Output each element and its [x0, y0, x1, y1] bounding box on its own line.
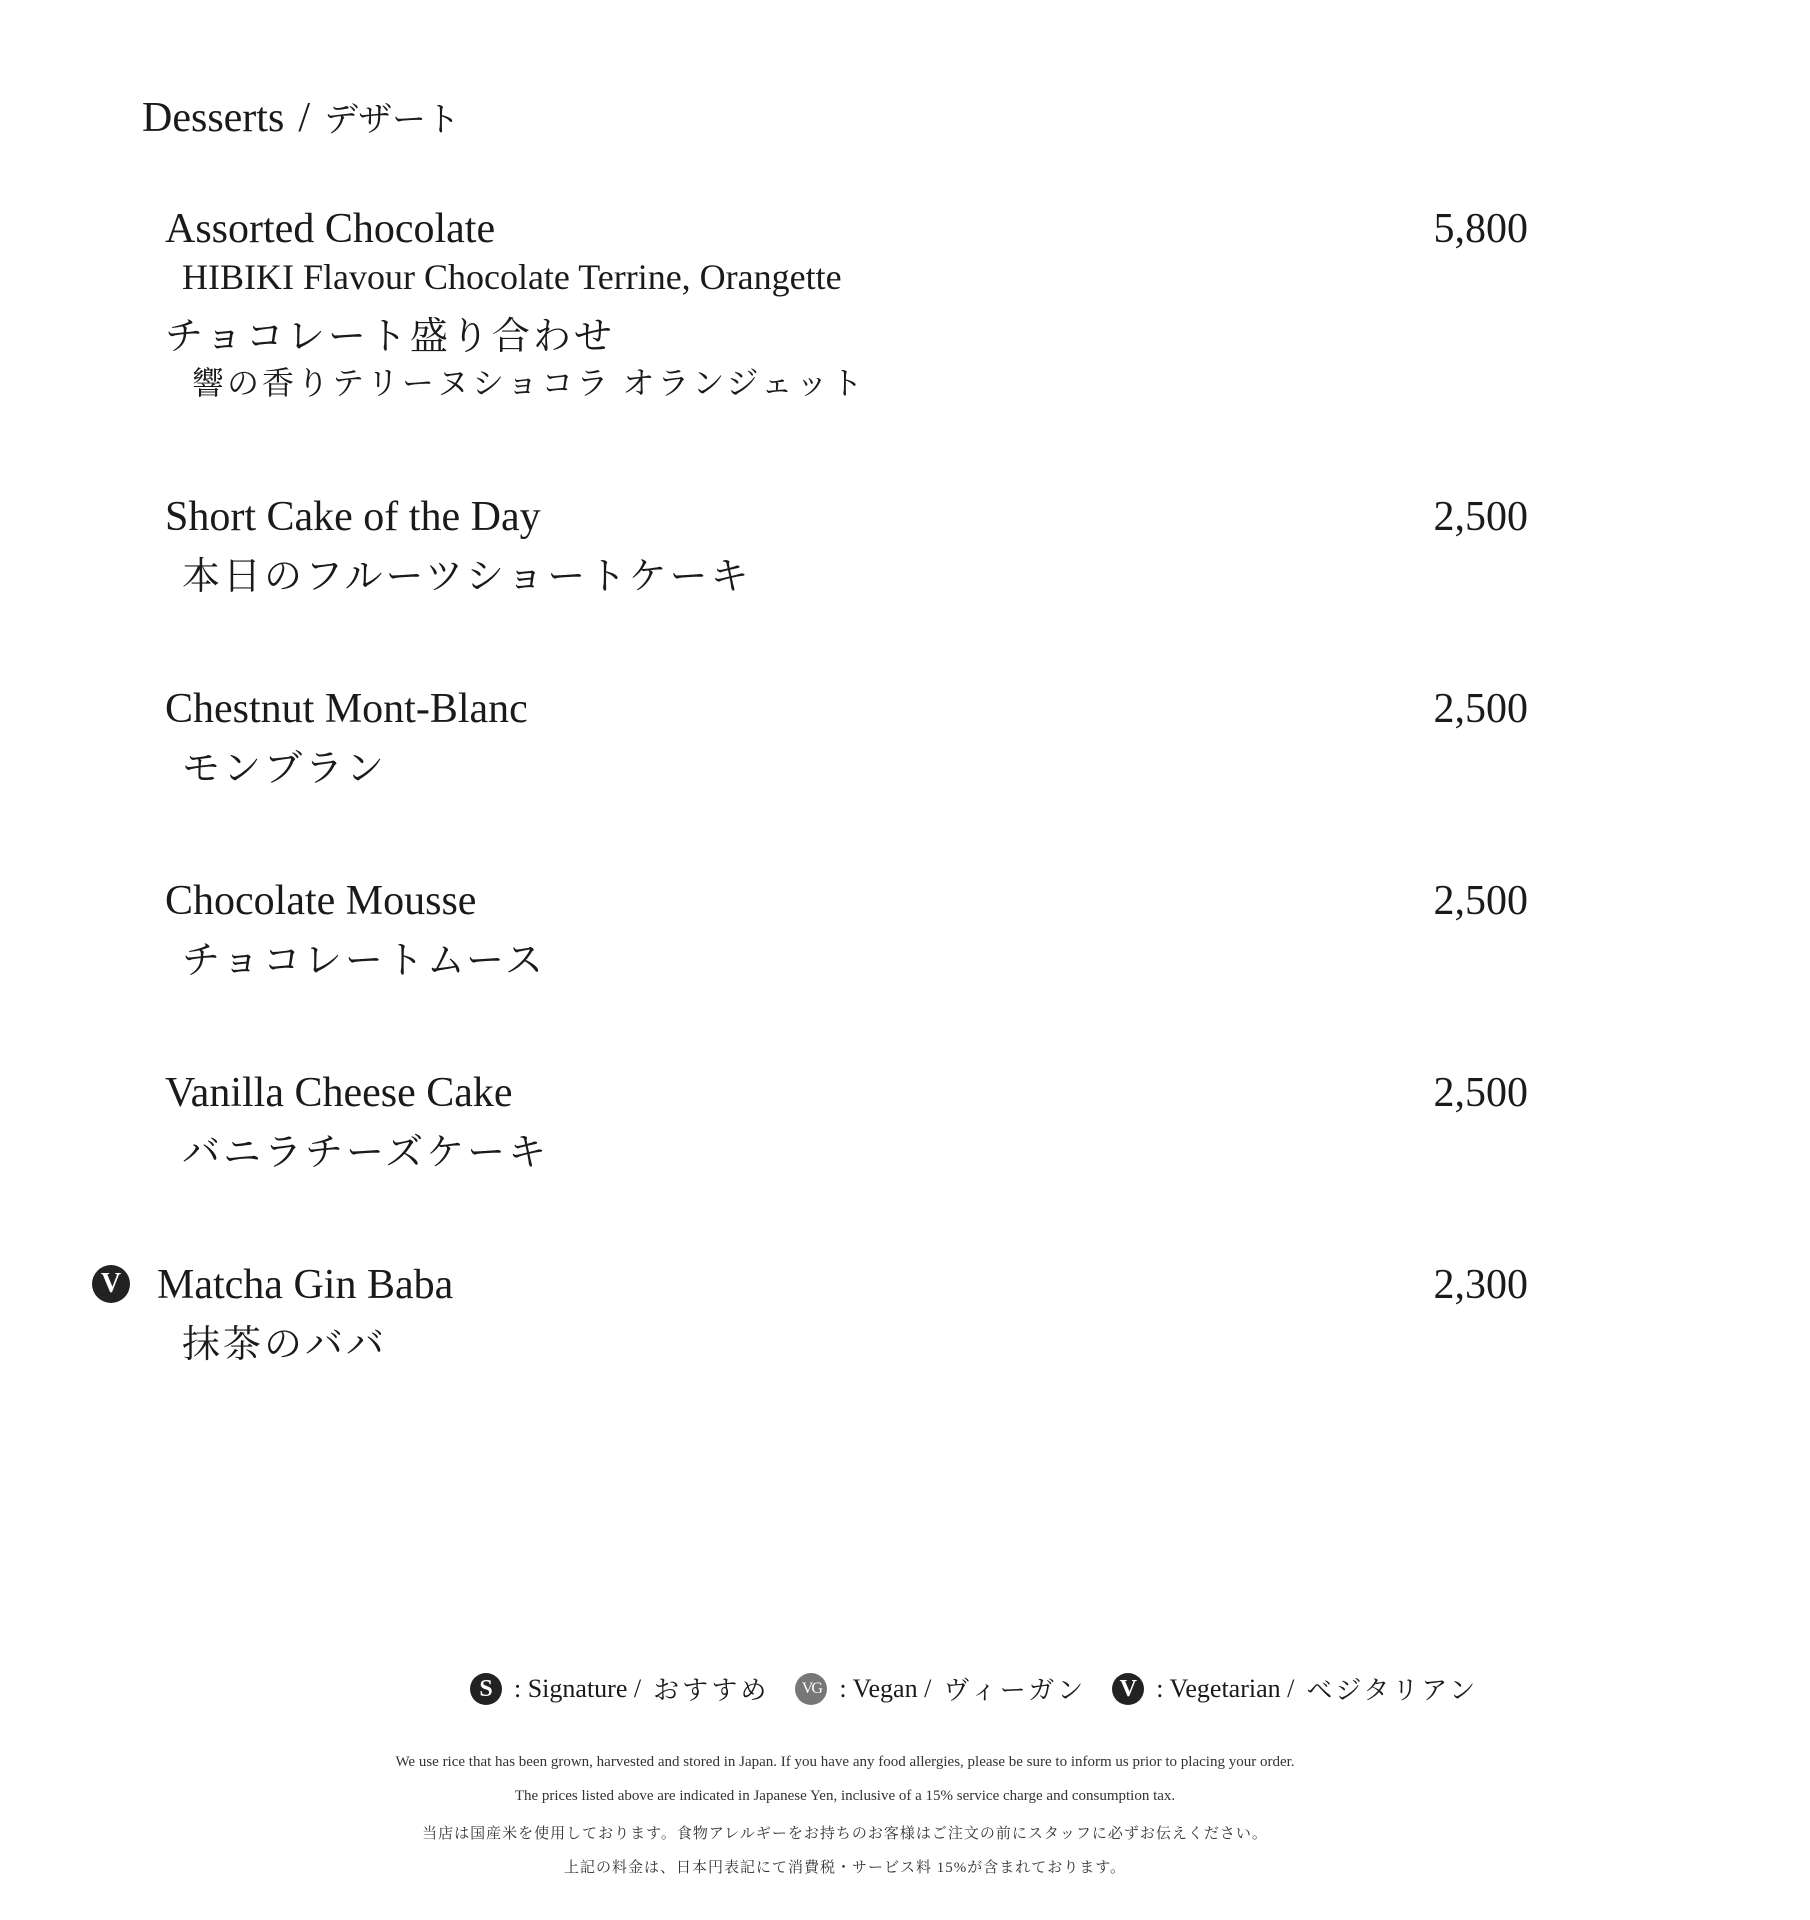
- menu-item-price: 5,800: [1433, 206, 1528, 252]
- legend-label-jp: ヴィーガン: [943, 1676, 1087, 1705]
- menu-item-price: 2,500: [1433, 1070, 1528, 1116]
- legend-signature: [470, 1670, 769, 1707]
- menu-item-description-jp: 響の香りテリーヌショコラ オランジェット: [192, 365, 866, 401]
- price-note-en: The prices listed above are indicated in Japanese Yen, inclusive of a 15% service charge and consumption tax.: [514, 1788, 1176, 1804]
- signature-badge-icon: S: [470, 1673, 502, 1705]
- vegan-badge-icon: VG: [795, 1673, 827, 1705]
- menu-item-name-jp: モンブラン: [182, 748, 388, 790]
- legend-label: : Vegan /: [839, 1673, 932, 1703]
- vegetarian-badge-icon: V: [1112, 1673, 1144, 1705]
- menu-item-name: Short Cake of the Day: [165, 494, 541, 540]
- legend-vegetarian: [1112, 1670, 1478, 1707]
- menu-item-description: HIBIKI Flavour Chocolate Terrine, Orangette: [182, 257, 842, 297]
- price-note-jp: 上記の料金は、日本円表記にて消費税・サービス料 15%が含まれております。: [563, 1860, 1127, 1876]
- menu-item-price: 2,500: [1433, 686, 1528, 732]
- menu-item-name: Chestnut Mont-Blanc: [165, 686, 528, 732]
- legend-label-jp: ベジタリアン: [1306, 1676, 1479, 1705]
- menu-item-name-jp: 本日のフルーツショートケーキ: [182, 556, 752, 598]
- badge-legend: [470, 1670, 1504, 1707]
- menu-item-price: 2,300: [1433, 1262, 1528, 1308]
- menu-item-name: Vanilla Cheese Cake: [165, 1070, 513, 1116]
- menu-item-name: Assorted Chocolate: [165, 206, 496, 252]
- page-title: [142, 92, 460, 142]
- menu-item-name-jp: チョコレート盛り合わせ: [165, 316, 615, 358]
- legend-vegan: [795, 1670, 1086, 1707]
- legend-label: : Vegetarian /: [1156, 1673, 1295, 1703]
- menu-item-name: Chocolate Mousse: [165, 878, 477, 924]
- menu-item-name-jp: チョコレートムース: [182, 940, 547, 982]
- vegetarian-badge-icon: V: [92, 1265, 130, 1303]
- menu-item-price: 2,500: [1433, 878, 1528, 924]
- allergy-note-jp: 当店は国産米を使用しております。食物アレルギーをお持ちのお客様はご注文の前にスタッフに必ずお伝えください。: [422, 1826, 1268, 1842]
- menu-item-name-jp: バニラチーズケーキ: [182, 1132, 550, 1174]
- legend-label-jp: おすすめ: [653, 1676, 770, 1705]
- allergy-note-en: We use rice that has been grown, harvested and stored in Japan. If you have any food allergies, please be sure to inform us prior to placing your order.: [395, 1754, 1295, 1770]
- title-en: Desserts: [142, 95, 285, 141]
- menu-item-name-jp: 抹茶のババ: [182, 1324, 388, 1366]
- title-separator: /: [298, 95, 310, 141]
- menu-item-price: 2,500: [1433, 494, 1528, 540]
- title-jp: デザート: [323, 102, 460, 139]
- legend-label: : Signature /: [514, 1673, 642, 1703]
- menu-item-name: Matcha Gin Baba: [157, 1262, 454, 1308]
